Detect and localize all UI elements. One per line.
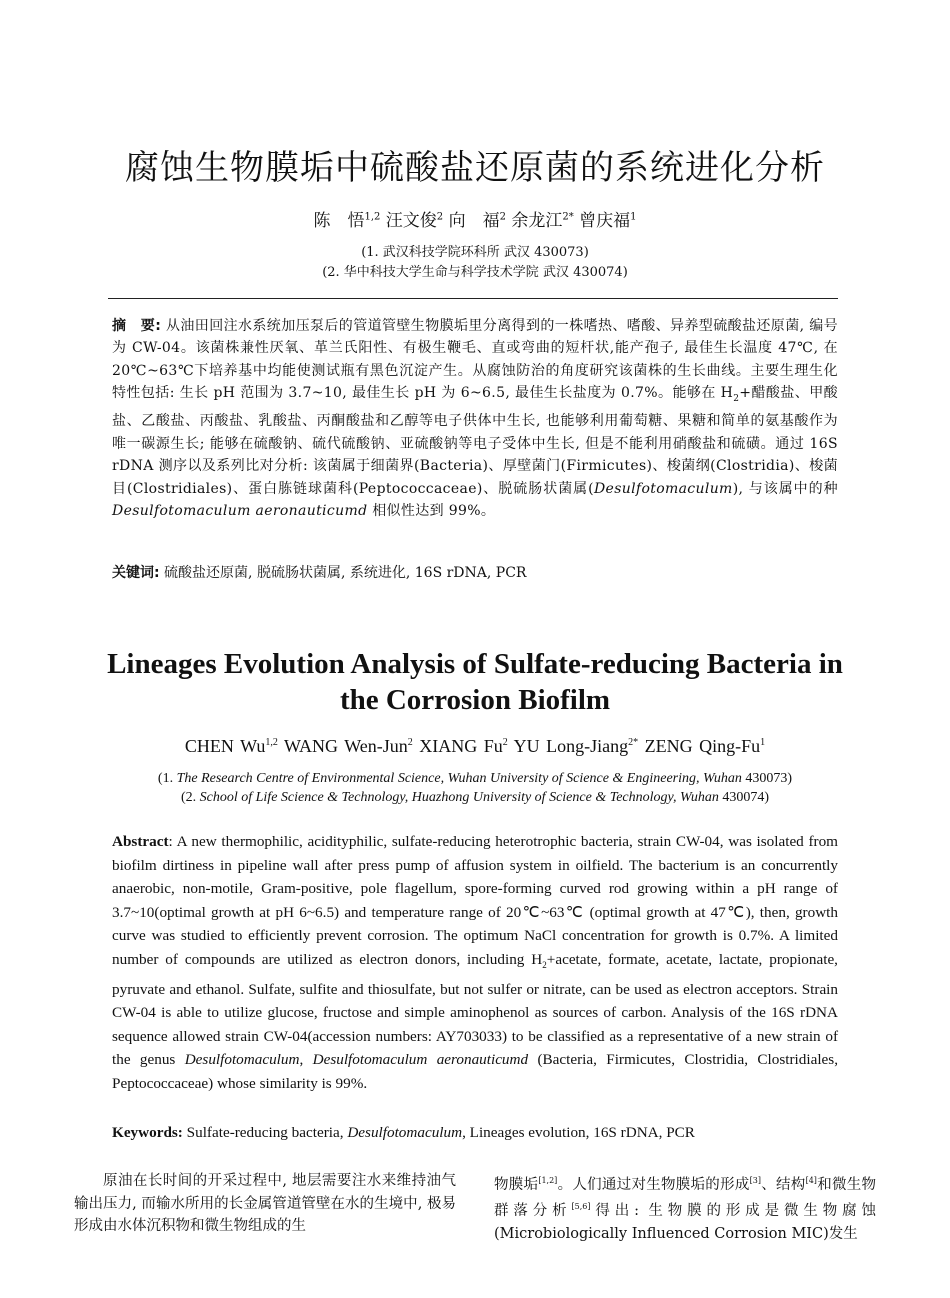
- body-column-left: 原油在长时间的开采过程中, 地层需要注水来维持油气输出压力, 而输水所用的长金属管道管壁在水的生境中, 极易形成由水体沉积物和微生物组成的生: [74, 1173, 456, 1234]
- author-affiliation-mark: 2: [499, 211, 506, 223]
- citation-mark: [4]: [805, 1176, 817, 1185]
- species-name: Desulfotomaculum aeronauticumd: [312, 1051, 529, 1069]
- author-name: YU Long-Jiang: [513, 736, 629, 756]
- author-affiliation-mark: 2: [407, 737, 413, 748]
- author-affiliation-mark: 1,2: [364, 211, 381, 223]
- abstract-label: Abstract: [112, 833, 169, 850]
- author-name: WANG Wen-Jun: [284, 736, 408, 756]
- keywords-text: , Lineages evolution, 16S rDNA, PCR: [462, 1124, 695, 1141]
- body-text: 、结构: [760, 1176, 806, 1193]
- english-title: Lineages Evolution Analysis of Sulfate-reducing Bacteria in the Corrosion Biofilm: [107, 648, 843, 716]
- abstract-text: +醋酸盐、甲酸盐、乙酸盐、丙酸盐、乳酸盐、丙酮酸盐和乙醇等电子供体中生长, 也能够利用葡萄糖、果糖和简单的氨基酸作为唯一碳源生长; 能够在硫酸钠、硫代硫酸钠、亚硫酸钠等电子受体中生长, 但是不能利用硝酸盐和硫磺。通过 16S rDNA 测序以及系列比对分析: 该菌属于细菌界(Bacteria)、厚壁菌门(Firmicutes)、梭菌纲(Clostridia)、梭菌目(Clostridiales)、蛋白胨链球菌科(Peptococcaceae)、脱硫肠状菌属(: [112, 385, 838, 497]
- genus-name: Desulfotomaculum: [347, 1124, 463, 1141]
- genus-name: Desulfotomaculum: [184, 1051, 300, 1069]
- body-column-right: [494, 1170, 876, 1245]
- chinese-keywords: [112, 562, 838, 582]
- abstract-text: (Bacteria, Firmicutes, Clostridia, Clostridiales, Peptococcaceae) whose similarity is 99%.: [112, 1051, 838, 1092]
- abstract-label: 摘 要:: [112, 318, 162, 334]
- body-text: 和微生物群落分析: [494, 1176, 877, 1220]
- author-name: 余龙江: [511, 211, 563, 231]
- author-name: 陈 悟: [313, 211, 365, 231]
- affiliation-name: The Research Centre of Environmental Science, Wuhan University of Science & Engineering, Wuhan: [176, 771, 742, 786]
- author-affiliation-mark: 2: [436, 211, 444, 223]
- abstract-text: ,: [299, 1051, 313, 1069]
- author-affiliation-mark: 1,2: [265, 737, 278, 748]
- chinese-affiliation-1: (1. 武汉科技学院环科所 武汉 430073): [361, 245, 589, 260]
- subscript: 2: [733, 394, 740, 405]
- affiliation-prefix: (2.: [180, 790, 200, 805]
- keywords-label: Keywords:: [112, 1124, 183, 1141]
- affiliation-postcode: 430074): [718, 790, 770, 805]
- abstract-text: : A new thermophilic, acidityphilic, sulfate-reducing heterotrophic bacteria, strain CW-04, was isolated from biofilm dirtiness in pipeline wall after press pump of affusion system in oilfield. The bacterium is an concurrently anaerobic, non-motile, Gram-positive, pole flagellum, spore-forming curved rod growing within a pH range of 3.7~10(optimal growth at pH 6~6.5) and temperature range of 20℃~63℃ (optimal growth at 47℃), then, growth curve was studied to efficiently prevent corrosion. The optimum NaCl concentration for growth is 0.7%. A limited number of compounds are utilized as electron donors, including H: [112, 833, 838, 968]
- english-affiliation-2: [0, 790, 950, 806]
- author-name: 汪文俊: [385, 211, 437, 231]
- keywords-text: 硫酸盐还原菌, 脱硫肠状菌属, 系统进化, 16S rDNA, PCR: [159, 565, 527, 581]
- abstract-text: 从油田回注水系统加压泵后的管道管壁生物膜垢里分离得到的一株嗜热、嗜酸、异养型硫酸盐还原菌, 编号为 CW-04。该菌株兼性厌氧、革兰氏阳性、有极生鞭毛、直或弯曲的短杆状,能产孢子, 最佳生长温度 47℃, 在 20℃~63℃下培养基中均能使测试瓶有黑色沉淀产生。从腐蚀防治的角度研究该菌株的生长曲线。主要生理生化特性包括: 生长 pH 范围为 3.7~10, 最佳生长 pH 为 6~6.5, 最佳生长盐度为 0.7%。能够在 H: [112, 318, 839, 402]
- chinese-affiliation-2: (2. 华中科技大学生命与科学技术学院 武汉 430074): [322, 265, 628, 280]
- author-name: XIANG Fu: [419, 736, 503, 756]
- body-text: 物膜垢: [494, 1176, 539, 1193]
- author-affiliation-mark: 2: [502, 737, 508, 748]
- citation-mark: [1,2]: [538, 1176, 558, 1185]
- author-affiliation-mark: 1: [630, 211, 637, 223]
- keywords-label: 关键词:: [112, 565, 160, 581]
- english-authors: [0, 736, 950, 757]
- body-text: 得出: 生物膜的形成是微生物腐蚀(Microbiologically Influenced Corrosion MIC)发生: [494, 1203, 876, 1242]
- genus-name: Desulfotomaculum: [593, 480, 733, 497]
- abstract-text: +acetate, formate, acetate, lactate, propionate, pyruvate and ethanol. Sulfate, sulfite and thiosulfate, but not sulfer or nitrate, can be used as electron acceptors. Strain CW-04 is able to utilize glucose, fructose and simple aminophenol as sources of carbon. Analysis of the 16S rDNA sequence allowed strain CW-04(accession numbers: AY703033) to be classified as a representative of a new strain of the genus: [112, 950, 838, 1069]
- chinese-authors: [0, 206, 950, 231]
- author-affiliation-mark: 2*: [628, 737, 639, 748]
- body-text: 。人们通过对生物膜垢的形成: [557, 1176, 750, 1193]
- subscript: 2: [542, 960, 547, 970]
- abstract-text: 相似性达到 99%。: [367, 503, 496, 520]
- affiliation-prefix: (1.: [157, 771, 177, 786]
- abstract-text: ), 与该属中的种: [732, 480, 838, 497]
- english-keywords: [112, 1124, 838, 1142]
- author-name: ZENG Qing-Fu: [644, 736, 761, 756]
- english-affiliation-1: [0, 771, 950, 787]
- author-affiliation-mark: 1: [760, 737, 766, 748]
- affiliation-postcode: 430073): [741, 771, 793, 786]
- keywords-text: Sulfate-reducing bacteria,: [182, 1124, 348, 1141]
- author-affiliation-mark: 2*: [562, 211, 574, 223]
- chinese-abstract: [112, 315, 838, 522]
- species-name: Desulfotomaculum aeronauticumd: [112, 503, 368, 520]
- affiliation-name: School of Life Science & Technology, Huazhong University of Science & Technology, Wuhan: [199, 790, 719, 805]
- header-rule: [108, 298, 838, 299]
- english-abstract: [112, 830, 838, 1096]
- author-name: 向 福: [448, 211, 500, 231]
- citation-mark: [5,6]: [571, 1202, 591, 1212]
- citation-mark: [3]: [749, 1176, 761, 1185]
- chinese-title: 腐蚀生物膜垢中硫酸盐还原菌的系统进化分析: [125, 148, 825, 188]
- author-name: 曾庆福: [579, 211, 631, 231]
- author-name: CHEN Wu: [184, 736, 266, 756]
